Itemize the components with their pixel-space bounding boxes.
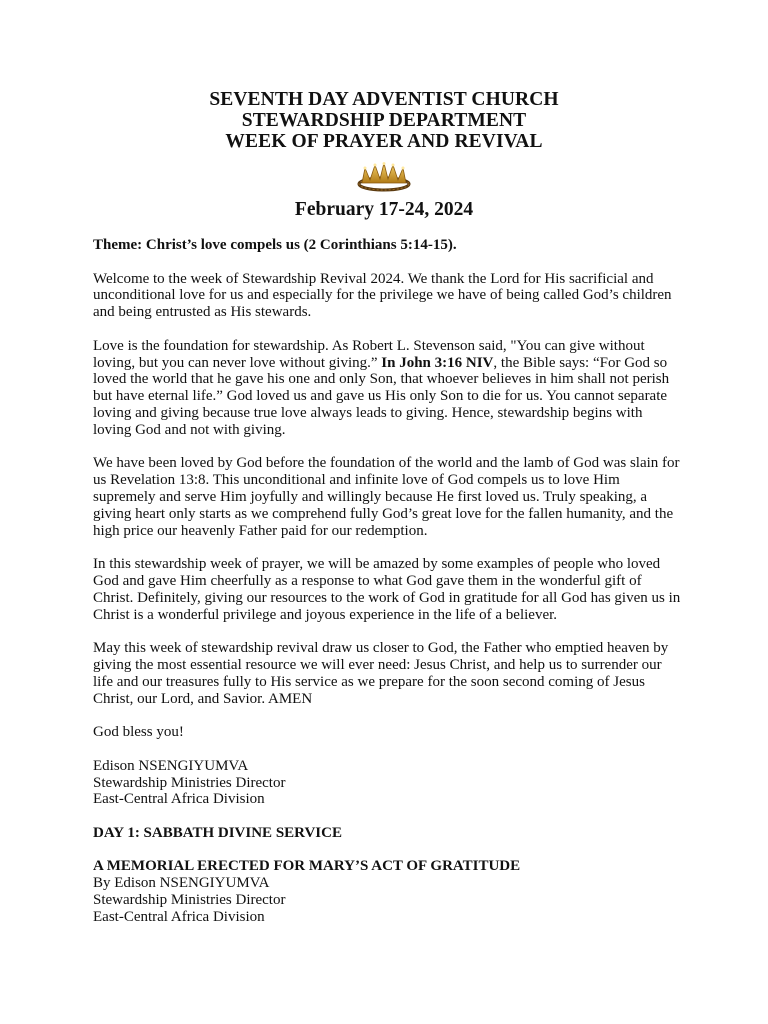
signature-title: Stewardship Ministries Director: [93, 774, 286, 791]
document-body: [93, 237, 683, 942]
day-heading: DAY 1: SABBATH DIVINE SERVICE: [93, 824, 342, 841]
paragraph-closing: May this week of stewardship revival draw us closer to God, the Father who emptied heaven by giving the most essential resource we will ever need: Jesus Christ, and help us to surrender our life and our treasures fully to His service as we prepare for the soon second coming of Jesus Christ, our Lord, and Savior. AMEN: [93, 640, 669, 707]
paragraph-loved-by-god: We have been loved by God before the foundation of the world and the lamb of God was slain for us Revelation 13:8. This unconditional and infinite love of God compels us to love Him supremely and serve Him joyfully and willingly because He first loved us. Truly speaking, a giving heart only starts as we comprehend fully God’s great love for the fallen humanity, and the high price our heavenly Father paid for our redemption.: [93, 455, 680, 539]
crown-of-thorns-icon: [356, 162, 412, 192]
paragraph-week-of-prayer: In this stewardship week of prayer, we will be amazed by some examples of people who loved God and gave Him cheerfully as a response to what God gave them in the wonderful gift of Christ. Definitely, giving our resources to the work of God in gratitude for all God has given us in Christ is a wonderful privilege and joyous experience in the life of a believer.: [93, 556, 681, 623]
church-name: SEVENTH DAY ADVENTIST CHURCH: [209, 89, 559, 110]
theme-line: Theme: Christ’s love compels us (2 Corinthians 5:14-15).: [93, 237, 457, 253]
paragraph-love-foundation: [93, 338, 683, 439]
paragraph-text: Love is the foundation for stewardship. As Robert L. Stevenson said, "You can give without loving, but you can never love without giving.”: [93, 337, 645, 371]
signature-name: Edison NSENGIYUMVA: [93, 757, 249, 774]
sermon-author-title: Stewardship Ministries Director: [93, 892, 286, 909]
sermon-title: A MEMORIAL ERECTED FOR MARY’S ACT OF GRATITUDE: [93, 858, 521, 875]
scripture-reference: In John 3:16 NIV: [381, 354, 494, 371]
department-name: STEWARDSHIP DEPARTMENT: [241, 110, 527, 131]
signature-division: East-Central Africa Division: [93, 791, 265, 808]
paragraph-welcome: Welcome to the week of Stewardship Revival 2024. We thank the Lord for His sacrificial and unconditional love for us and especially for the privilege we have of being called God’s children and being entrusted as His stewards.: [93, 270, 672, 321]
sermon-block: [93, 858, 683, 925]
document-header: [0, 89, 768, 152]
event-title: WEEK OF PRAYER AND REVIVAL: [225, 131, 543, 152]
blessing: God bless you!: [93, 724, 184, 741]
event-date: February 17-24, 2024: [294, 199, 474, 220]
sermon-author: By Edison NSENGIYUMVA: [93, 875, 270, 892]
signature-block: [93, 758, 683, 808]
paragraph-text: , the Bible says: “For God so loved the world that he gave his one and only Son, that whoever believes in him shall not perish but have eternal life.” God loved us and gave us His only Son to die for us. You cannot separate loving and giving because true love always leads to giving. Hence, stewardship begins with loving God and not with giving.: [93, 354, 670, 438]
sermon-author-division: East-Central Africa Division: [93, 908, 265, 925]
